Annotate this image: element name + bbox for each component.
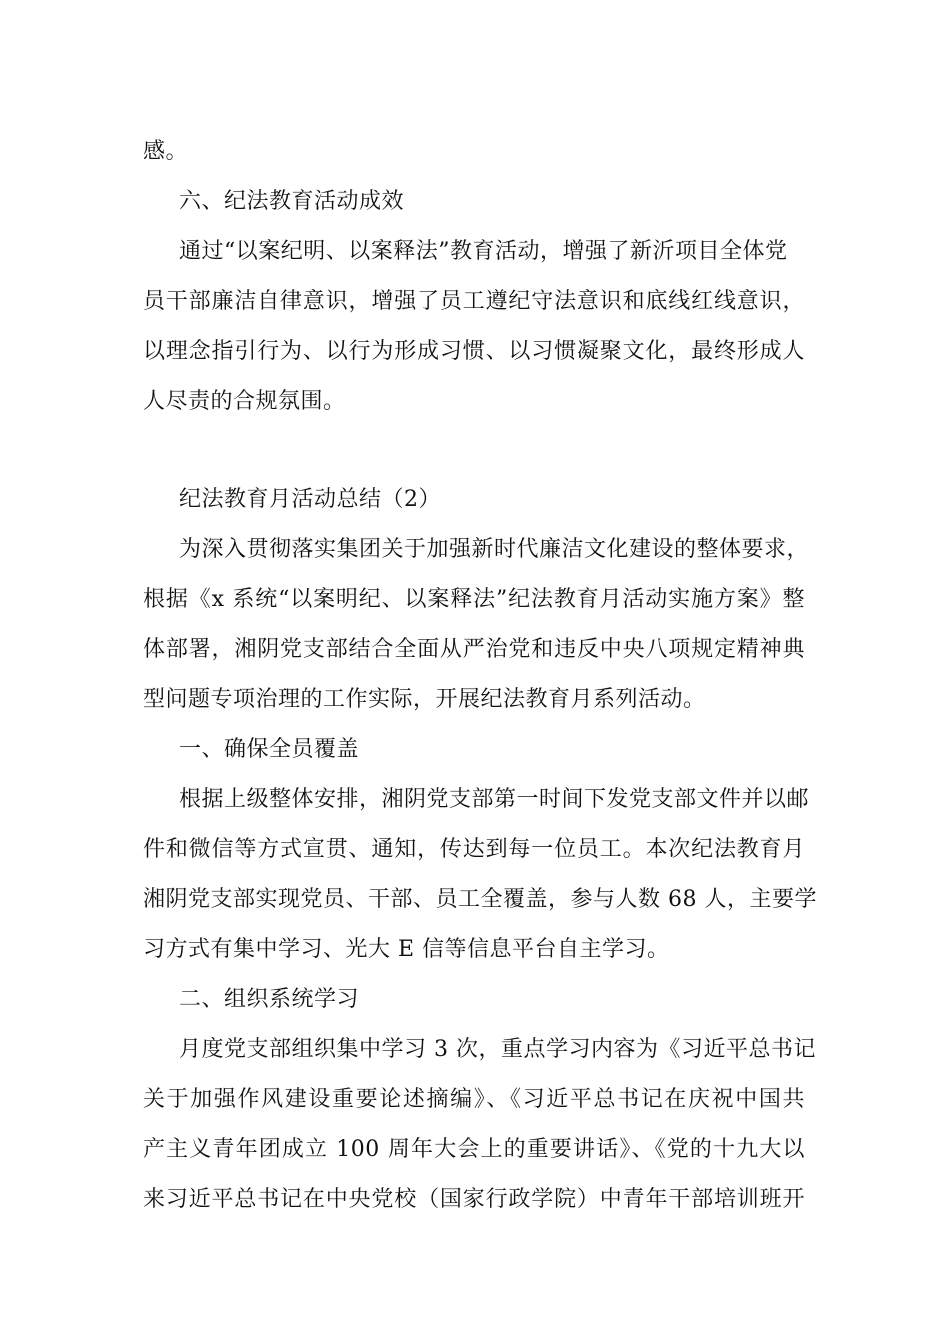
text-line: 体部署，湘阴党支部结合全面从严治党和违反中央八项规定精神典 xyxy=(143,637,805,662)
text-line: 通过“以案纪明、以案释法”教育活动，增强了新沂项目全体党 xyxy=(179,239,788,264)
text-line: 习方式有集中学习、光大 E 信等信息平台自主学习。 xyxy=(143,937,670,962)
text-line: 人尽责的合规氛围。 xyxy=(143,389,346,414)
text-line: 以理念指引行为、以行为形成习惯、以习惯凝聚文化，最终形成人 xyxy=(143,339,805,364)
text-line: 产主义青年团成立 100 周年大会上的重要讲话》、《党的十九大以 xyxy=(143,1137,805,1162)
text-line: 根据《x 系统“以案明纪、以案释法”纪法教育月活动实施方案》整 xyxy=(143,587,805,612)
text-line: 感。 xyxy=(143,139,189,164)
text-line: 湘阴党支部实现党员、干部、员工全覆盖，参与人数 68 人，主要学 xyxy=(143,887,817,912)
section-heading: 二、组织系统学习 xyxy=(179,987,360,1012)
text-line: 来习近平总书记在中央党校（国家行政学院）中青年干部培训班开 xyxy=(143,1187,805,1212)
text-line: 型问题专项治理的工作实际，开展纪法教育月系列活动。 xyxy=(143,687,706,712)
text-line: 员干部廉洁自律意识，增强了员工遵纪守法意识和底线红线意识， xyxy=(143,289,805,314)
text-line: 为深入贯彻落实集团关于加强新时代廉洁文化建设的整体要求， xyxy=(179,537,810,562)
section-heading: 一、确保全员覆盖 xyxy=(179,737,360,762)
text-line: 件和微信等方式宣贯、通知，传达到每一位员工。本次纪法教育月 xyxy=(143,837,805,862)
section-heading: 六、纪法教育活动成效 xyxy=(179,189,405,214)
text-line: 月度党支部组织集中学习 3 次，重点学习内容为《习近平总书记 xyxy=(179,1037,816,1062)
document-title: 纪法教育月活动总结（2） xyxy=(179,487,441,512)
text-line: 根据上级整体安排，湘阴党支部第一时间下发党支部文件并以邮 xyxy=(179,787,810,812)
text-line: 关于加强作风建设重要论述摘编》、《习近平总书记在庆祝中国共 xyxy=(143,1087,805,1112)
